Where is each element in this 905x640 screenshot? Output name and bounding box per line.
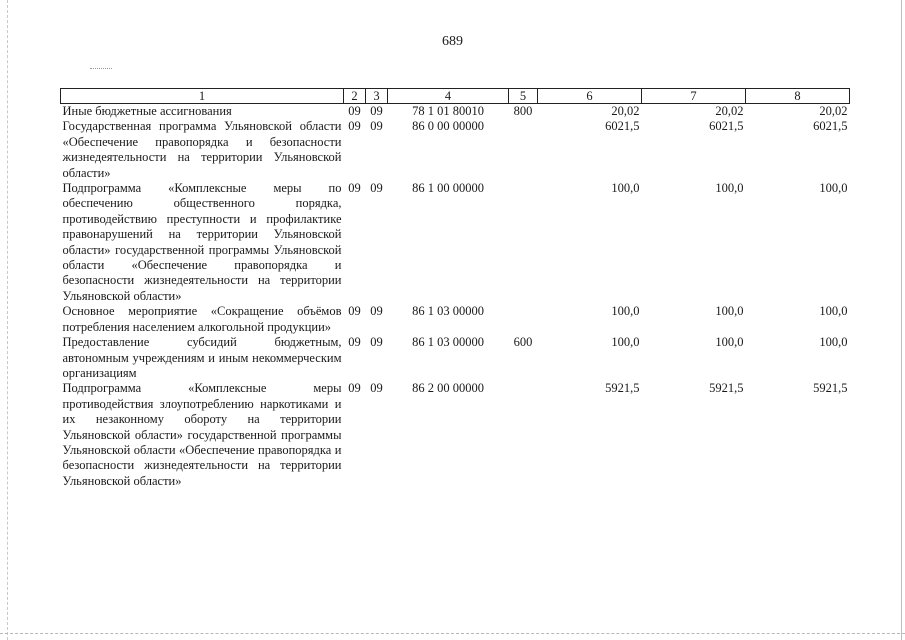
row-amount-6: 100,0	[611, 181, 640, 196]
row-section: 09	[348, 119, 361, 134]
row-target-article: 86 0 00 00000	[412, 119, 484, 134]
row-amount-8: 20,02	[819, 104, 848, 118]
header-col-8: 8	[746, 89, 850, 104]
header-col-4: 4	[388, 89, 509, 104]
table-header-row	[61, 89, 850, 104]
header-col-5: 5	[509, 89, 538, 104]
row-amount-8: 100,0	[819, 304, 848, 319]
table-row	[61, 381, 850, 489]
row-expense-type	[509, 381, 538, 489]
row-target-article: 78 1 01 80010	[412, 104, 484, 118]
table-row	[61, 104, 850, 120]
row-amount-6: 100,0	[611, 304, 640, 319]
page-number: 689	[442, 34, 463, 49]
row-target-article: 86 1 03 00000	[412, 304, 484, 319]
row-amount-8: 100,0	[819, 335, 848, 350]
row-expense-type	[509, 181, 538, 304]
row-section: 09	[348, 181, 361, 196]
row-subsection: 09	[370, 304, 383, 319]
scan-left-edge	[7, 0, 8, 640]
row-target-article: 86 1 03 00000	[412, 335, 484, 350]
row-expense-type: 600	[513, 335, 533, 350]
scan-speck-mark	[90, 68, 112, 69]
row-amount-6: 20,02	[611, 104, 640, 118]
row-name: Государственная программа Ульяновской области «Обеспечение правопорядка и безопасности жизнедеятельности на территории Ульяновской области»	[62, 119, 342, 180]
header-col-3: 3	[366, 89, 388, 104]
row-amount-6: 5921,5	[605, 381, 640, 396]
row-target-article: 86 2 00 00000	[412, 381, 484, 396]
row-amount-8: 5921,5	[813, 381, 848, 396]
row-amount-6: 6021,5	[605, 119, 640, 134]
row-amount-7: 5921,5	[709, 381, 744, 396]
row-name: Основное мероприятие «Сокращение объёмов потребления населением алкогольной продукции»	[62, 304, 342, 334]
scan-bottom-edge	[0, 633, 905, 634]
row-name: Подпрограмма «Комплексные меры по обеспечению общественного порядка, противодействию преступности и профилактике правонарушений на территории Ульяновской области» государственной программы Ульяновской области «Обеспечение правопорядка и безопасности жизнедеятельности на территории Ульяновской области»	[62, 181, 342, 303]
row-subsection: 09	[370, 381, 383, 396]
row-amount-7: 100,0	[715, 181, 744, 196]
row-subsection: 09	[370, 181, 383, 196]
row-subsection: 09	[370, 335, 383, 350]
row-amount-7: 100,0	[715, 304, 744, 319]
row-expense-type	[509, 119, 538, 181]
row-amount-7: 20,02	[715, 104, 744, 118]
row-subsection: 09	[370, 119, 383, 134]
row-subsection: 09	[370, 104, 383, 118]
row-section: 09	[348, 304, 361, 319]
budget-table	[60, 88, 850, 489]
row-amount-8: 100,0	[819, 181, 848, 196]
table-row	[61, 181, 850, 304]
row-name: Иные бюджетные ассигнования	[62, 104, 232, 118]
row-amount-8: 6021,5	[813, 119, 848, 134]
row-name: Подпрограмма «Комплексные меры противодействия злоупотреблению наркотиками и их незаконному обороту на территории Ульяновской области» государственной программы Ульяновской области «Обеспечение правопорядка и безопасности жизнедеятельности на территории Ульяновской области»	[62, 381, 342, 488]
header-col-1: 1	[61, 89, 344, 104]
row-section: 09	[348, 104, 361, 118]
row-expense-type	[509, 304, 538, 335]
header-col-6: 6	[538, 89, 642, 104]
table-row	[61, 335, 850, 381]
header-col-7: 7	[642, 89, 746, 104]
row-section: 09	[348, 381, 361, 396]
row-amount-7: 6021,5	[709, 119, 744, 134]
row-section: 09	[348, 335, 361, 350]
table-row	[61, 119, 850, 181]
table-row	[61, 304, 850, 335]
row-name: Предоставление субсидий бюджетным, автономным учреждениям и иным некоммерческим организациям	[62, 335, 342, 380]
scan-right-edge	[901, 0, 902, 640]
row-amount-7: 100,0	[715, 335, 744, 350]
row-amount-6: 100,0	[611, 335, 640, 350]
row-target-article: 86 1 00 00000	[412, 181, 484, 196]
row-expense-type: 800	[513, 104, 533, 118]
header-col-2: 2	[344, 89, 366, 104]
